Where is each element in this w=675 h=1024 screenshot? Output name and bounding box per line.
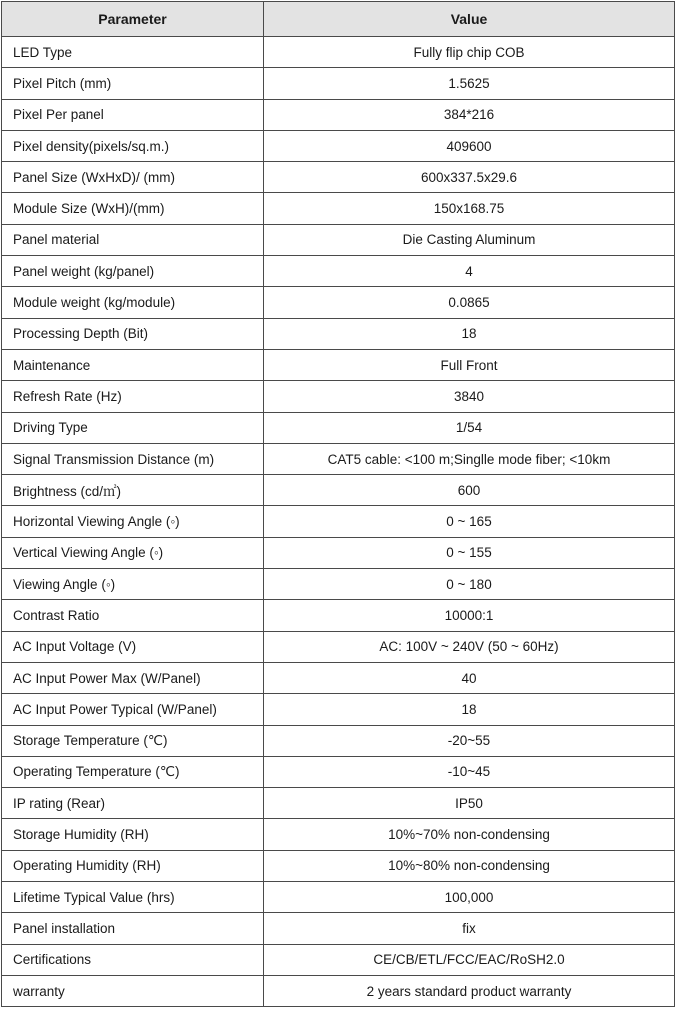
parameter-cell: Processing Depth (Bit) bbox=[2, 318, 264, 349]
table-row bbox=[2, 224, 675, 255]
parameter-cell: Maintenance bbox=[2, 349, 264, 380]
parameter-cell: Certifications bbox=[2, 944, 264, 975]
table-row bbox=[2, 287, 675, 318]
value-cell: -20~55 bbox=[264, 725, 675, 756]
value-cell: 409600 bbox=[264, 130, 675, 161]
table-row bbox=[2, 788, 675, 819]
table-header bbox=[2, 2, 675, 37]
value-cell: 600x337.5x29.6 bbox=[264, 162, 675, 193]
parameter-cell: Module Size (WxH)/(mm) bbox=[2, 193, 264, 224]
parameter-cell: AC Input Power Max (W/Panel) bbox=[2, 662, 264, 693]
parameter-cell: Brightness (cd/㎡) bbox=[2, 475, 264, 506]
parameter-cell: Panel material bbox=[2, 224, 264, 255]
parameter-cell: warranty bbox=[2, 975, 264, 1006]
value-cell: 100,000 bbox=[264, 882, 675, 913]
value-cell: 0.0865 bbox=[264, 287, 675, 318]
value-cell: 2 years standard product warranty bbox=[264, 975, 675, 1006]
parameter-cell: Vertical Viewing Angle (◦) bbox=[2, 537, 264, 568]
parameter-cell: Driving Type bbox=[2, 412, 264, 443]
value-cell: 10000:1 bbox=[264, 600, 675, 631]
value-cell: 600 bbox=[264, 475, 675, 506]
table-row bbox=[2, 256, 675, 287]
value-cell: 1/54 bbox=[264, 412, 675, 443]
table-row bbox=[2, 631, 675, 662]
value-cell: 18 bbox=[264, 694, 675, 725]
value-cell: 0 ~ 155 bbox=[264, 537, 675, 568]
parameter-cell: Contrast Ratio bbox=[2, 600, 264, 631]
parameter-cell: LED Type bbox=[2, 37, 264, 68]
value-cell: IP50 bbox=[264, 788, 675, 819]
value-cell: 0 ~ 165 bbox=[264, 506, 675, 537]
value-cell: -10~45 bbox=[264, 756, 675, 787]
table-row bbox=[2, 318, 675, 349]
table-row bbox=[2, 130, 675, 161]
parameter-cell: Module weight (kg/module) bbox=[2, 287, 264, 318]
spec-table bbox=[1, 1, 675, 1007]
parameter-cell: Storage Temperature (℃) bbox=[2, 725, 264, 756]
parameter-cell: Panel installation bbox=[2, 913, 264, 944]
value-cell: 3840 bbox=[264, 381, 675, 412]
table-row bbox=[2, 381, 675, 412]
table-row bbox=[2, 37, 675, 68]
table-row bbox=[2, 756, 675, 787]
table-row bbox=[2, 725, 675, 756]
table-row bbox=[2, 975, 675, 1006]
parameter-cell: Refresh Rate (Hz) bbox=[2, 381, 264, 412]
table-row bbox=[2, 506, 675, 537]
header-row bbox=[2, 2, 675, 37]
value-cell: 150x168.75 bbox=[264, 193, 675, 224]
value-cell: 4 bbox=[264, 256, 675, 287]
value-cell: 1.5625 bbox=[264, 68, 675, 99]
table-row bbox=[2, 944, 675, 975]
table-row bbox=[2, 412, 675, 443]
parameter-cell: Lifetime Typical Value (hrs) bbox=[2, 882, 264, 913]
value-cell: CE/CB/ETL/FCC/EAC/RoSH2.0 bbox=[264, 944, 675, 975]
table-row bbox=[2, 850, 675, 881]
parameter-cell: Pixel density(pixels/sq.m.) bbox=[2, 130, 264, 161]
table-row bbox=[2, 475, 675, 506]
parameter-cell: Operating Temperature (℃) bbox=[2, 756, 264, 787]
parameter-cell: Viewing Angle (◦) bbox=[2, 569, 264, 600]
parameter-cell: Signal Transmission Distance (m) bbox=[2, 443, 264, 474]
table-row bbox=[2, 662, 675, 693]
value-cell: Full Front bbox=[264, 349, 675, 380]
table-row bbox=[2, 819, 675, 850]
table-row bbox=[2, 694, 675, 725]
table-row bbox=[2, 537, 675, 568]
table-row bbox=[2, 99, 675, 130]
value-cell: fix bbox=[264, 913, 675, 944]
table-row bbox=[2, 882, 675, 913]
parameter-cell: Panel Size (WxHxD)/ (mm) bbox=[2, 162, 264, 193]
parameter-cell: AC Input Power Typical (W/Panel) bbox=[2, 694, 264, 725]
value-cell: 18 bbox=[264, 318, 675, 349]
value-cell: Die Casting Aluminum bbox=[264, 224, 675, 255]
parameter-cell: Panel weight (kg/panel) bbox=[2, 256, 264, 287]
table-row bbox=[2, 600, 675, 631]
value-cell: 0 ~ 180 bbox=[264, 569, 675, 600]
value-cell: 40 bbox=[264, 662, 675, 693]
table-row bbox=[2, 443, 675, 474]
parameter-cell: AC Input Voltage (V) bbox=[2, 631, 264, 662]
table-row bbox=[2, 569, 675, 600]
parameter-cell: IP rating (Rear) bbox=[2, 788, 264, 819]
parameter-cell: Horizontal Viewing Angle (◦) bbox=[2, 506, 264, 537]
table-row bbox=[2, 162, 675, 193]
parameter-cell: Storage Humidity (RH) bbox=[2, 819, 264, 850]
value-cell: CAT5 cable: <100 m;Singlle mode fiber; <10km bbox=[264, 443, 675, 474]
value-cell: 384*216 bbox=[264, 99, 675, 130]
table-row bbox=[2, 913, 675, 944]
parameter-cell: Operating Humidity (RH) bbox=[2, 850, 264, 881]
table-row bbox=[2, 193, 675, 224]
table-row bbox=[2, 349, 675, 380]
value-cell: AC: 100V ~ 240V (50 ~ 60Hz) bbox=[264, 631, 675, 662]
value-cell: Fully flip chip COB bbox=[264, 37, 675, 68]
header-value: Value bbox=[264, 2, 675, 37]
value-cell: 10%~70% non-condensing bbox=[264, 819, 675, 850]
table-body bbox=[2, 37, 675, 1007]
table-row bbox=[2, 68, 675, 99]
header-parameter: Parameter bbox=[2, 2, 264, 37]
parameter-cell: Pixel Pitch (mm) bbox=[2, 68, 264, 99]
value-cell: 10%~80% non-condensing bbox=[264, 850, 675, 881]
parameter-cell: Pixel Per panel bbox=[2, 99, 264, 130]
